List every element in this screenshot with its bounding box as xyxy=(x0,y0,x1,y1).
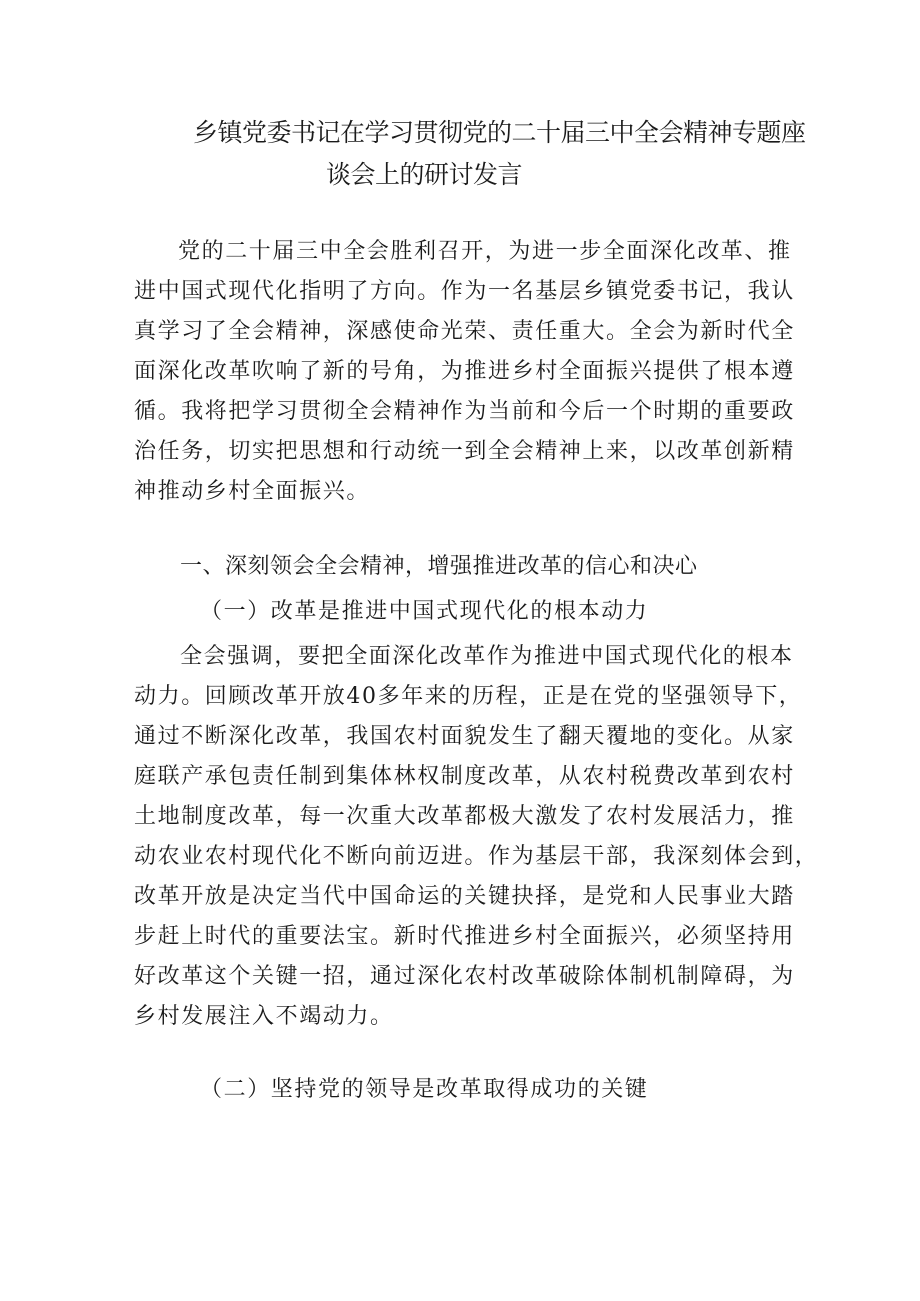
section-heading: 一、深刻领会全会精神，增强推进改革的信心和决心 xyxy=(180,554,698,579)
paragraph-line: 全会强调，要把全面深化改革作为推进中国式现代化的根本 xyxy=(180,644,794,669)
subsection-heading: （二）坚持党的领导是改革取得成功的关键 xyxy=(200,1077,649,1102)
paragraph-line: 步赶上时代的重要法宝。新时代推进乡村全面振兴，必须坚持用 xyxy=(134,924,795,949)
paragraph-line: 神推动乡村全面振兴。 xyxy=(134,479,371,504)
document-title-line-1: 乡镇党委书记在学习贯彻党的二十届三中全会精神专题座 xyxy=(193,118,806,147)
document-title-line-2: 谈会上的研讨发言 xyxy=(326,160,523,189)
paragraph-line: 改革开放是决定当代中国命运的关键抉择，是党和人民事业大踏 xyxy=(134,884,795,909)
subsection-1-paragraph xyxy=(134,637,819,1037)
paragraph-line: 循。我将把学习贯彻全会精神作为当前和今后一个时期的重要政 xyxy=(134,399,795,424)
subsection-heading: （一）改革是推进中国式现代化的根本动力 xyxy=(200,599,649,624)
paragraph-line: 乡村发展注入不竭动力。 xyxy=(134,1004,394,1029)
paragraph-line: 土地制度改革，每一次重大改革都极大激发了农村发展活力，推 xyxy=(134,804,795,829)
paragraph-line: 治任务，切实把思想和行动统一到全会精神上来，以改革创新精 xyxy=(134,439,795,464)
paragraph-line: 面深化改革吹响了新的号角，为推进乡村全面振兴提供了根本遵 xyxy=(134,359,795,384)
intro-paragraph xyxy=(134,232,794,512)
paragraph-line: 真学习了全会精神，深感使命光荣、责任重大。全会为新时代全 xyxy=(134,319,795,344)
paragraph-line: 庭联产承包责任制到集体林权制度改革，从农村税费改革到农村 xyxy=(134,764,795,789)
paragraph-line: 党的二十届三中全会胜利召开，为进一步全面深化改革、推 xyxy=(178,239,792,264)
paragraph-line: 动农业农村现代化不断向前迈进。作为基层干部，我深刻体会到， xyxy=(134,844,819,869)
paragraph-line: 通过不断深化改革，我国农村面貌发生了翻天覆地的变化。从家 xyxy=(134,724,795,749)
paragraph-line: 好改革这个关键一招，通过深化农村改革破除体制机制障碍，为 xyxy=(134,964,795,989)
paragraph-line: 动力。回顾改革开放40多年来的历程，正是在党的坚强领导下， xyxy=(134,684,803,709)
paragraph-line: 进中国式现代化指明了方向。作为一名基层乡镇党委书记，我认 xyxy=(134,279,795,304)
